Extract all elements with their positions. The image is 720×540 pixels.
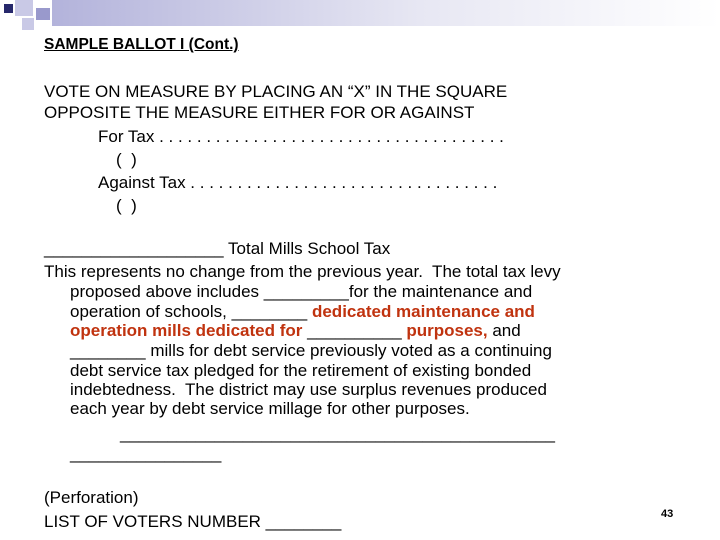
for-tax-checkbox[interactable]: ( ) xyxy=(116,150,137,169)
paragraph-line-3-text: operation of schools, ________ xyxy=(70,302,312,321)
for-tax-option: For Tax . . . . . . . . . . . . . . . . . . . . . . . . . . . . . . . . . . . . . xyxy=(98,127,504,146)
signature-line-2: ________________ xyxy=(70,444,222,463)
perforation-label: (Perforation) xyxy=(44,488,139,507)
instruction-line-2: OPPOSITE THE MEASURE EITHER FOR OR AGAINST xyxy=(44,103,475,122)
dedicated-maintenance-text: dedicated maintenance and xyxy=(311,302,535,321)
page-number: 43 xyxy=(661,508,674,520)
paragraph-line-1: This represents no change from the previous year. The total tax levy xyxy=(44,262,561,281)
purposes-blank: __________ xyxy=(302,321,407,340)
paragraph-line-5: ________ mills for debt service previously voted as a continuing xyxy=(70,341,552,360)
paragraph-line-6: debt service tax pledged for the retirement of existing bonded xyxy=(70,361,532,380)
signature-line-1: ______________________________________________ xyxy=(120,424,555,443)
paragraph-line-7: indebtedness. The district may use surplus revenues produced xyxy=(70,380,547,399)
paragraph-line-8: each year by debt service millage for other purposes. xyxy=(70,399,470,418)
paragraph-line-3 xyxy=(70,302,535,322)
paragraph-line-2: proposed above includes _________for the maintenance and xyxy=(70,282,533,301)
against-tax-checkbox[interactable]: ( ) xyxy=(116,196,137,215)
and-text: and xyxy=(487,321,521,340)
page-title: SAMPLE BALLOT I (Cont.) xyxy=(44,36,239,53)
operation-mills-text: operation mills dedicated for xyxy=(70,321,303,340)
instruction-line-1: VOTE ON MEASURE BY PLACING AN “X” IN THE SQUARE xyxy=(44,82,508,101)
voters-list-line: LIST OF VOTERS NUMBER ________ xyxy=(44,512,342,531)
paragraph-line-4 xyxy=(70,321,521,341)
purposes-text: purposes, xyxy=(406,321,488,340)
decorative-header-squares xyxy=(0,0,720,34)
against-tax-option: Against Tax . . . . . . . . . . . . . . . . . . . . . . . . . . . . . . . . . xyxy=(98,173,498,192)
total-mills-line: ___________________ Total Mills School Tax xyxy=(44,239,391,258)
